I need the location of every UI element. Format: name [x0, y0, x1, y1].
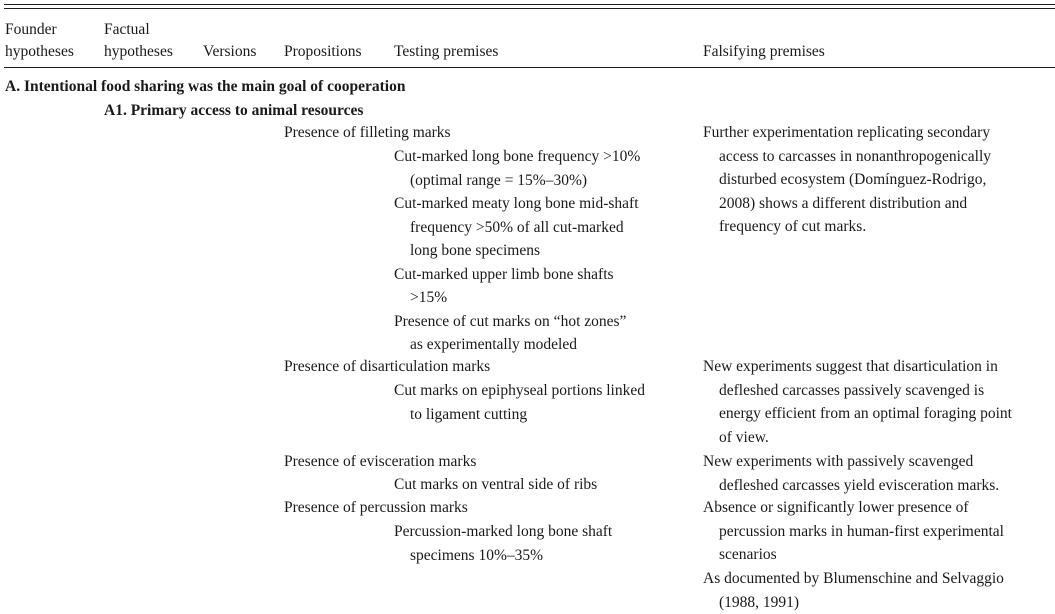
premise-line: Cut marks on epiphyseal portions linked: [394, 379, 645, 403]
proposition-percussion: Presence of percussion marks: [284, 496, 468, 519]
falsifying-line: disturbed ecosystem (Domínguez-Rodrigo,: [703, 168, 991, 192]
falsifying-line: New experiments suggest that disarticulation in: [703, 355, 1012, 379]
header-founder-line1: Founder: [5, 18, 57, 41]
premise-line: Cut-marked long bone frequency >10%: [394, 145, 640, 169]
falsifying-premises-filleting: [703, 121, 991, 239]
proposition-evisceration: Presence of evisceration marks: [284, 450, 476, 473]
testing-premises-evisceration: [394, 473, 597, 497]
premise-item: [394, 145, 640, 192]
section-a-title: A. Intentional food sharing was the main goal of cooperation: [5, 75, 405, 98]
falsifying-line: As documented by Blumenschine and Selvaggio: [703, 567, 1004, 591]
premise-line: Cut-marked meaty long bone mid-shaft: [394, 192, 640, 216]
header-factual-line2: hypotheses: [104, 40, 173, 63]
top-rule-1: [4, 4, 1055, 5]
top-rule-2: [4, 8, 1055, 9]
header-rule: [4, 67, 1055, 68]
premise-line: Percussion-marked long bone shaft: [394, 520, 612, 544]
falsifying-line: of view.: [703, 426, 1012, 450]
premise-item: [394, 263, 640, 310]
falsifying-premises-disarticulation: [703, 355, 1012, 449]
proposition-disarticulation: Presence of disarticulation marks: [284, 355, 490, 378]
falsifying-line: New experiments with passively scavenged: [703, 450, 999, 474]
premise-line: to ligament cutting: [394, 403, 645, 427]
falsifying-line: frequency of cut marks.: [703, 215, 991, 239]
header-founder-line2: hypotheses: [5, 40, 74, 63]
header-factual-line1: Factual: [104, 18, 150, 41]
header-falsifying-premises: Falsifying premises: [703, 40, 825, 63]
falsifying-line: 2008) shows a different distribution and: [703, 192, 991, 216]
premise-line: Cut-marked upper limb bone shafts: [394, 263, 640, 287]
premise-item: [394, 192, 640, 263]
premise-line: >15%: [394, 286, 640, 310]
premise-line: frequency >50% of all cut-marked: [394, 216, 640, 240]
falsifying-premises-evisceration: [703, 450, 999, 497]
falsifying-line: percussion marks in human-first experimental: [703, 520, 1004, 544]
falsifying-premises-percussion: [703, 496, 1004, 567]
falsifying-line: energy efficient from an optimal foraging point: [703, 402, 1012, 426]
falsifying-line: access to carcasses in nonanthropogenically: [703, 145, 991, 169]
falsifying-line: defleshed carcasses yield evisceration marks.: [703, 474, 999, 498]
premise-line: Cut marks on ventral side of ribs: [394, 473, 597, 497]
header-propositions: Propositions: [284, 40, 362, 63]
testing-premises-filleting: [394, 145, 640, 357]
falsifying-line: Absence or significantly lower presence of: [703, 496, 1004, 520]
premise-line: (optimal range = 15%–30%): [394, 169, 640, 193]
premise-line: as experimentally modeled: [394, 333, 640, 357]
falsifying-line: defleshed carcasses passively scavenged is: [703, 379, 1012, 403]
falsifying-line: Further experimentation replicating secondary: [703, 121, 991, 145]
falsifying-line: scenarios: [703, 543, 1004, 567]
testing-premises-percussion: [394, 520, 612, 567]
premise-line: specimens 10%–35%: [394, 544, 612, 568]
falsifying-line: (1988, 1991): [703, 591, 1004, 614]
proposition-filleting: Presence of filleting marks: [284, 121, 451, 144]
premise-line: Presence of cut marks on “hot zones”: [394, 310, 640, 334]
premise-line: long bone specimens: [394, 239, 640, 263]
header-versions: Versions: [203, 40, 256, 63]
premise-item: [394, 310, 640, 357]
falsifying-premises-percussion-extra: [703, 567, 1004, 614]
section-a1-title: A1. Primary access to animal resources: [104, 99, 363, 122]
header-testing-premises: Testing premises: [394, 40, 498, 63]
testing-premises-disarticulation: [394, 379, 645, 426]
